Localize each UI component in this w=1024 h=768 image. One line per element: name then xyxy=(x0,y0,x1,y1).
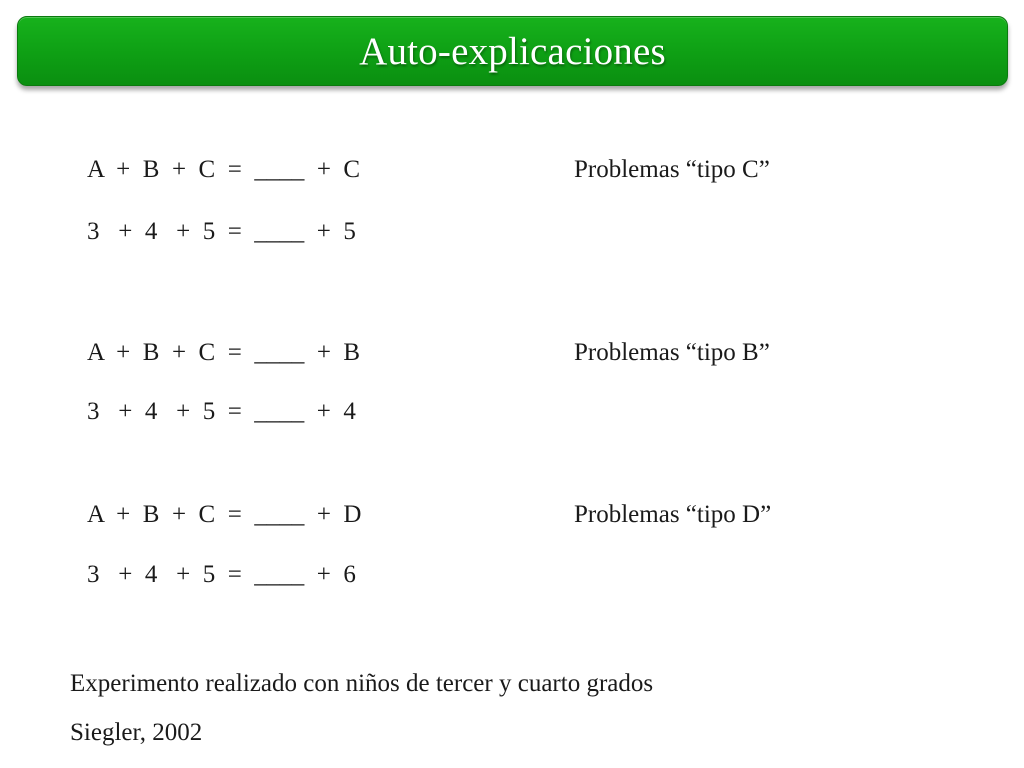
problem-type-label-d: Problemas “tipo D” xyxy=(574,501,772,528)
equation-example-tipo-c: 3 + 4 + 5 = ____ + 5 xyxy=(87,218,356,245)
slide-title: Auto-explicaciones xyxy=(359,29,666,73)
experiment-note: Experimento realizado con niños de tercer y cuarto grados xyxy=(70,670,654,697)
citation: Siegler, 2002 xyxy=(70,719,203,746)
problem-type-label-b: Problemas “tipo B” xyxy=(574,339,770,366)
slide-title-bar xyxy=(17,16,1008,86)
equation-example-tipo-d: 3 + 4 + 5 = ____ + 6 xyxy=(87,561,356,588)
equation-example-tipo-b: 3 + 4 + 5 = ____ + 4 xyxy=(87,398,356,425)
equation-formula-tipo-c: A + B + C = ____ + C xyxy=(87,156,361,183)
problem-type-label-c: Problemas “tipo C” xyxy=(574,156,770,183)
equation-formula-tipo-d: A + B + C = ____ + D xyxy=(87,501,362,528)
equation-formula-tipo-b: A + B + C = ____ + B xyxy=(87,339,361,366)
